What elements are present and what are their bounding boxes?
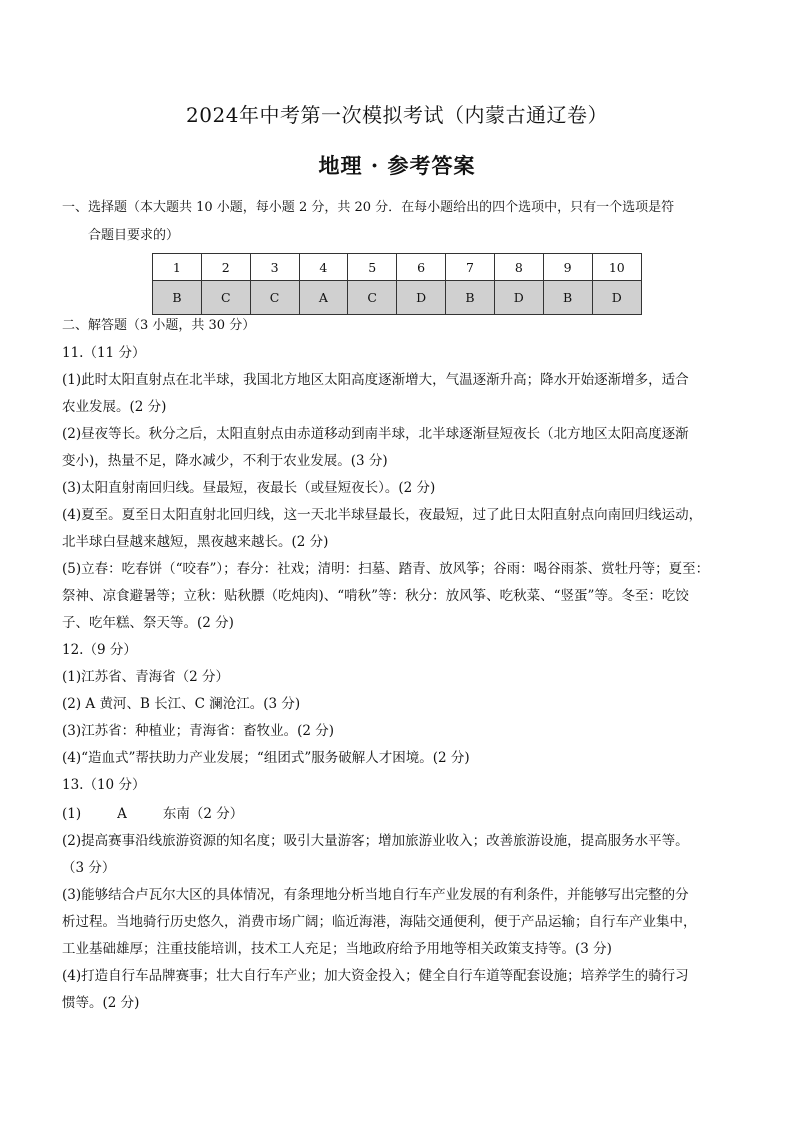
question-number-cell: 3 — [250, 254, 299, 281]
question-number-cell: 4 — [299, 254, 348, 281]
question-number-cell: 8 — [494, 254, 543, 281]
q12-header: 12.（9 分） — [62, 642, 137, 658]
answer-table-answer-row — [153, 281, 642, 315]
page-subtitle: 地理 · 参考答案 — [318, 153, 476, 178]
section1-heading: 一、选择题（本大题共 10 小题，每小题 2 分，共 20 分．在每小题给出的四个选项中，只有一个选项是符 — [62, 200, 675, 215]
q11-answer-line: (2)昼夜等长。秋分之后，太阳直射点由赤道移动到南半球，北半球逐渐昼短夜长（北方地区太阳高度逐渐 — [62, 426, 689, 442]
answer-cell: B — [153, 281, 202, 315]
answer-cell: D — [494, 281, 543, 315]
q11-answer-line: 农业发展。(2 分) — [62, 399, 167, 415]
q12-answer-line: (2) A 黄河、B 长江、C 澜沧江。(3 分) — [62, 696, 301, 712]
q13-item-answer: A — [117, 806, 127, 822]
question-number-cell: 9 — [543, 254, 592, 281]
q13-item-number: (1) — [62, 806, 82, 822]
answer-cell: A — [299, 281, 348, 315]
answer-cell: B — [543, 281, 592, 315]
q13-answer-line — [62, 805, 243, 823]
q12-answer-line: (1)江苏省、青海省（2 分） — [62, 669, 230, 685]
question-number-cell: 7 — [446, 254, 495, 281]
q13-answer-line: 工业基础雄厚；注重技能培训，技术工人充足；当地政府给予用地等相关政策支持等。(3 分) — [62, 941, 612, 957]
q13-answer-line: (2)提高赛事沿线旅游资源的知名度；吸引大量游客；增加旅游业收入；改善旅游设施，提高服务水平等。 — [62, 833, 689, 849]
q11-answer-line: 祭神、凉食避暑等；立秋：贴秋膘（吃炖肉)、“啃秋”等：秋分：放风筝、吃秋菜、“竖蛋”等。冬至：吃饺 — [62, 588, 689, 604]
q12-answer-line: (3)江苏省：种植业；青海省：畜牧业。(2 分) — [62, 723, 335, 739]
answer-cell: C — [348, 281, 397, 315]
q13-answer-line: （3 分） — [62, 860, 116, 876]
answer-cell: D — [397, 281, 446, 315]
q11-answer-line: (1)此时太阳直射点在北半球，我国北方地区太阳高度逐渐增大，气温逐渐升高；降水开始逐渐增多，适合 — [62, 372, 689, 388]
section2-heading: 二、解答题（3 小题，共 30 分） — [62, 318, 256, 333]
q11-answer-line: (3)太阳直射南回归线。昼最短，夜最长（或昼短夜长）。(2 分) — [62, 480, 436, 496]
answer-cell: C — [250, 281, 299, 315]
q11-header: 11.（11 分） — [62, 345, 146, 361]
q13-answer-line: (3)能够结合卢瓦尔大区的具体情况，有条理地分析当地自行车产业发展的有利条件，并能够写出完整的分 — [62, 887, 689, 903]
answer-table — [152, 253, 642, 315]
q13-answer-line: 析过程。当地骑行历史悠久，消费市场广阔；临近海港，海陆交通便利，便于产品运输；自行车产业集中， — [62, 914, 697, 930]
answer-cell: B — [446, 281, 495, 315]
q12-answer-line: (4)“造血式”帮扶助力产业发展；“组团式”服务破解人才困境。(2 分) — [62, 750, 470, 766]
question-number-cell: 5 — [348, 254, 397, 281]
q11-answer-line: 变小)，热量不足，降水减少，不利于农业发展。(3 分) — [62, 453, 388, 469]
q11-answer-line: (5)立春：吃春饼（“咬春”）；春分：社戏；清明：扫墓、踏青、放风筝；谷雨：喝谷雨茶、赏牡丹等；夏至： — [62, 561, 710, 577]
q13-item-direction: 东南（2 分） — [162, 806, 244, 822]
page-title: 2024年中考第一次模拟考试（内蒙古通辽卷） — [186, 103, 608, 127]
question-number-cell: 10 — [592, 254, 641, 281]
q13-answer-line: 惯等。(2 分) — [62, 995, 140, 1011]
question-number-cell: 6 — [397, 254, 446, 281]
question-number-cell: 2 — [201, 254, 250, 281]
q13-header: 13.（10 分） — [62, 777, 146, 793]
answer-table-number-row — [153, 254, 642, 281]
q13-answer-line: (4)打造自行车品牌赛事；壮大自行车产业；加大资金投入；健全自行车道等配套设施；培养学生的骑行习 — [62, 968, 689, 984]
question-number-cell: 1 — [153, 254, 202, 281]
q11-answer-line: (4)夏至。夏至日太阳直射北回归线，这一天北半球昼最长，夜最短，过了此日太阳直射点向南回归线运动， — [62, 507, 703, 523]
answer-cell: D — [592, 281, 641, 315]
answer-cell: C — [201, 281, 250, 315]
section1-heading-cont: 合题目要求的） — [88, 228, 180, 243]
q11-answer-line: 子、吃年糕、祭天等。(2 分) — [62, 615, 234, 631]
q11-answer-line: 北半球白昼越来越短，黑夜越来越长。(2 分) — [62, 534, 329, 550]
